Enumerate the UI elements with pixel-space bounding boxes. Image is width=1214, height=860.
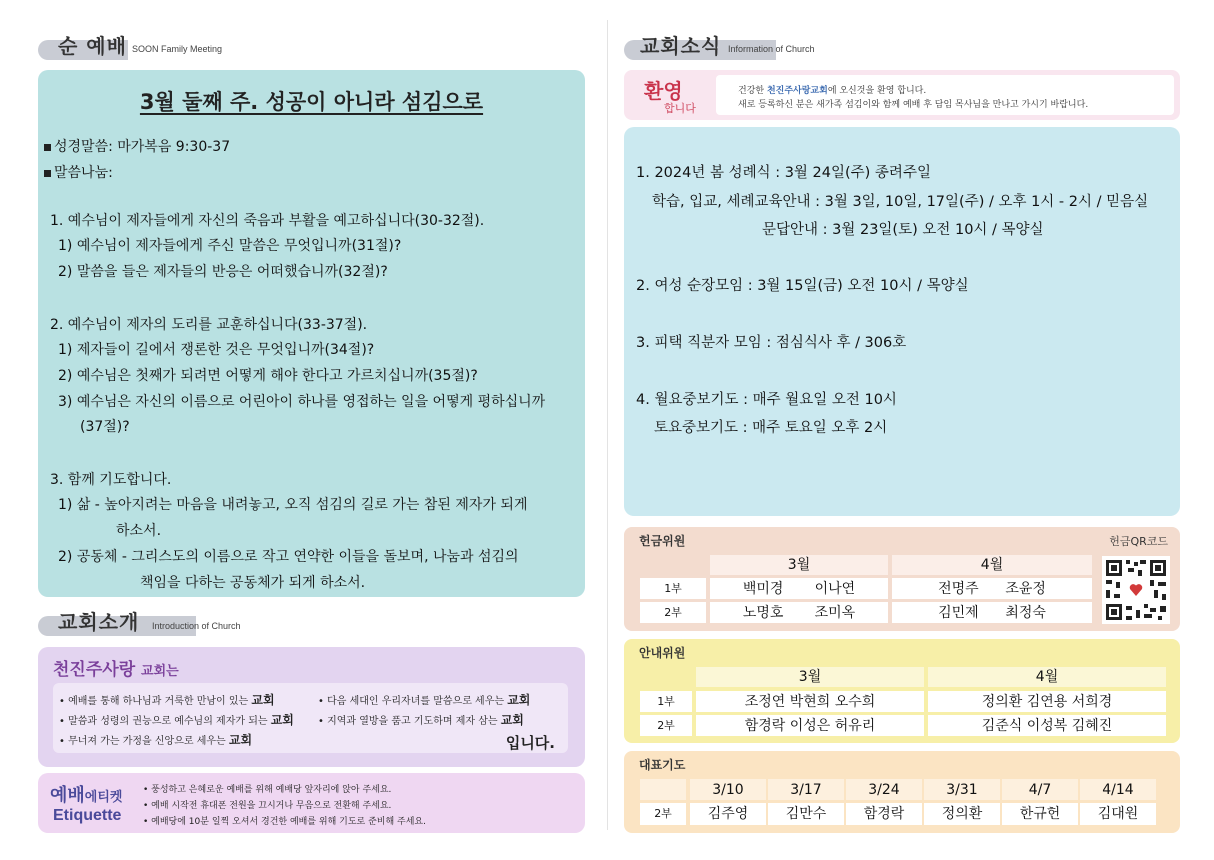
question-heading: 1. 예수님이 제자들에게 자신의 죽음과 부활을 예고하십니다(30-32절). (50, 213, 485, 229)
question-item: 2) 예수님은 첫째가 되려면 어떻게 해야 한다고 가르치십니까(35절)? (58, 368, 478, 384)
news-item-detail: 문답안내 : 3월 23일(토) 오전 10시 / 목양실 (762, 222, 1044, 238)
date-header: 3/17 (768, 779, 844, 800)
name-cell: 함경락 이성은 허유리 (696, 715, 924, 736)
date-header: 4/14 (1080, 779, 1156, 800)
service-label: 1부 (640, 691, 692, 712)
news-item: 4. 월요중보기도 : 매주 월요일 오전 10시 (636, 392, 897, 408)
welcome-message: 건강한 천진주사랑교회에 오신것을 환영 합니다. 새로 등록하신 분은 새가족 섬김이와 함께 예배 후 담임 목사님을 만나고 가시기 바랍니다. (716, 75, 1174, 115)
question-heading: 2. 예수님이 제자의 도리를 교훈하십니다(33-37절). (50, 317, 368, 333)
name-cell: 정의환 김연용 서희경 (928, 691, 1166, 712)
news-title: 교회소식 (640, 34, 722, 58)
etiquette-item: • 예배당에 10분 일찍 오셔서 경건한 예배를 위해 기도로 준비해 주세요. (143, 817, 426, 827)
offering-qr-code[interactable] (1102, 556, 1170, 624)
church-name: 천진주사랑 교회는 (53, 660, 179, 680)
scripture-line: 성경말씀: 마가복음 9:30-37 (44, 136, 230, 156)
date-header: 3/31 (924, 779, 1000, 800)
column-divider (607, 20, 608, 830)
month-header: 4월 (928, 667, 1166, 687)
name-cell: 전명주 조윤정 (892, 578, 1092, 599)
representative-prayer-panel (624, 751, 1180, 833)
welcome-subtitle: 합니다 (664, 102, 696, 115)
name-cell: 노명호 조미옥 (710, 602, 888, 623)
discussion-label: 말씀나눔: (44, 162, 113, 182)
etiquette-english: Etiquette (53, 807, 122, 824)
name-cell: 백미경 이나연 (710, 578, 888, 599)
name-cell: 김준식 이성복 김혜진 (928, 715, 1166, 736)
offering-committee-panel (624, 527, 1180, 631)
prayer-name-cell: 김만수 (768, 803, 844, 825)
etiquette-box (38, 773, 585, 833)
intro-item: • 지역과 열방을 품고 기도하며 제자 삼는 교회 (318, 713, 524, 727)
news-item: 3. 피택 직분자 모임 : 점심식사 후 / 306호 (636, 335, 907, 351)
news-item: 1. 2024년 봄 성례식 : 3월 24일(주) 종려주일 (636, 165, 931, 181)
intro-list (53, 683, 568, 753)
question-item: 2) 말씀을 들은 제자들의 반응은 어떠했습니까(32절)? (58, 264, 388, 280)
prayer-name-cell: 김주영 (690, 803, 766, 825)
qr-label: 헌금QR코드 (1109, 535, 1168, 548)
intro-item: • 무너져 가는 가정을 신앙으로 세우는 교회 (59, 733, 253, 747)
welcome-banner (624, 70, 1180, 120)
question-item: 1) 예수님이 제자들에게 주신 말씀은 무엇입니까(31절)? (58, 238, 402, 254)
news-item-detail: 토요중보기도 : 매주 토요일 오후 2시 (654, 420, 888, 436)
news-box (624, 127, 1180, 516)
question-item: 3) 예수님은 자신의 이름으로 어린아이 하나를 영접하는 일을 어떻게 평하십니까 (58, 394, 546, 410)
prayer-item-cont: 책임을 다하는 공동체가 되게 하소서. (140, 575, 366, 591)
etiquette-item: • 풍성하고 은혜로운 예배를 위해 예배당 앞자리에 앉아 주세요. (143, 785, 392, 795)
news-subtitle: Information of Church (728, 44, 815, 54)
prayer-name-cell: 김대원 (1080, 803, 1156, 825)
etiquette-title: 예배에티켓 (50, 785, 123, 806)
prayer-name-cell: 정의환 (924, 803, 1000, 825)
header-blank (640, 779, 686, 800)
soon-title: 순 예배 (58, 34, 127, 58)
name-cell: 김민제 최정숙 (892, 602, 1092, 623)
service-label: 2부 (640, 715, 692, 736)
prayer-name-cell: 함경락 (846, 803, 922, 825)
date-header: 4/7 (1002, 779, 1078, 800)
prayer-item: 1) 삶 - 높아지려는 마음을 내려놓고, 오직 섬김의 길로 가는 참된 제자가 되게 (58, 497, 528, 513)
bullet-square-icon (44, 144, 51, 151)
month-header: 4월 (892, 555, 1092, 575)
month-header: 3월 (710, 555, 888, 575)
intro-item: • 다음 세대인 우리자녀를 말씀으로 세우는 교회 (318, 693, 531, 707)
prayer-item: 2) 공동체 - 그리스도의 이름으로 작고 연약한 이들을 돌보며, 나눔과 섬김의 (58, 549, 519, 565)
intro-ending: 입니다. (505, 734, 555, 752)
news-item-detail: 학습, 입교, 세례교육안내 : 3월 3일, 10일, 17일(주) / 오후 1시 - 2시 / 믿음실 (652, 194, 1149, 210)
question-heading: 3. 함께 기도합니다. (50, 472, 172, 488)
date-header: 3/24 (846, 779, 922, 800)
welcome-title: 환영 (644, 79, 683, 103)
date-header: 3/10 (690, 779, 766, 800)
soon-subtitle: SOON Family Meeting (132, 44, 223, 54)
church-intro-box (38, 647, 585, 767)
service-label: 2부 (640, 803, 686, 825)
service-label: 1부 (640, 578, 706, 599)
sermon-title: 3월 둘째 주. 성공이 아니라 섬김으로 (139, 90, 484, 114)
prayer-name-cell: 한규헌 (1002, 803, 1078, 825)
intro-title: 교회소개 (58, 610, 140, 634)
month-header: 3월 (696, 667, 924, 687)
offering-title: 헌금위원 (639, 534, 686, 548)
etiquette-item: • 예배 시작전 휴대폰 전원을 끄시거나 무음으로 전환해 주세요. (143, 801, 392, 811)
usher-committee-panel (624, 639, 1180, 743)
prayer-title: 대표기도 (639, 758, 686, 772)
news-item: 2. 여성 순장모임 : 3월 15일(금) 오전 10시 / 목양실 (636, 278, 969, 294)
question-item: 1) 제자들이 길에서 쟁론한 것은 무엇입니까(34절)? (58, 342, 375, 358)
prayer-item-cont: 하소서. (116, 523, 162, 539)
usher-title: 안내위원 (639, 646, 686, 660)
bullet-square-icon (44, 170, 51, 177)
service-label: 2부 (640, 602, 706, 623)
intro-item: • 말씀과 성령의 권능으로 예수님의 제자가 되는 교회 (59, 713, 294, 727)
sermon-box (38, 70, 585, 597)
name-cell: 조정연 박현희 오수희 (696, 691, 924, 712)
intro-item: • 예배를 통해 하나님과 거룩한 만남이 있는 교회 (59, 693, 275, 707)
question-item-cont: (37절)? (80, 419, 130, 435)
intro-subtitle: Introduction of Church (152, 621, 241, 631)
